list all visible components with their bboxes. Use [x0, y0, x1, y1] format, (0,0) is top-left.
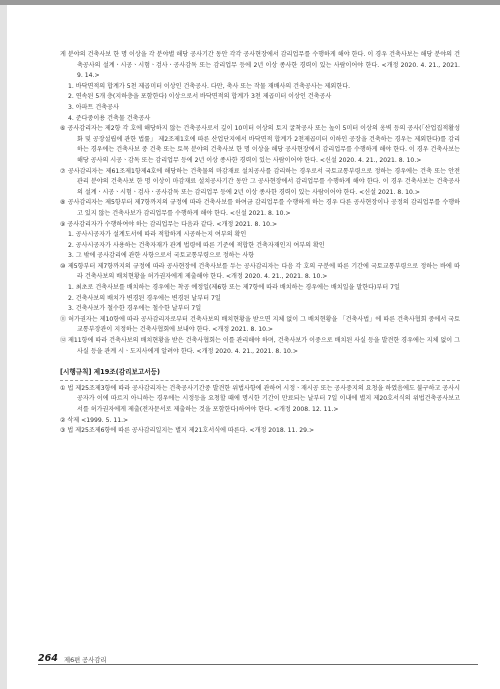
list-item: 3. 건축사보가 철수한 경우에는 철수한 날부터 7일	[68, 305, 202, 313]
top-edge-bar	[0, 0, 500, 5]
paragraph: ② 삭제 <1999. 5. 11.>	[60, 416, 129, 424]
list-item: 3. 아파트 건축공사	[68, 103, 119, 111]
footer-divider	[38, 664, 478, 665]
paragraph: ③ 법 제25조제6항에 따른 공사감리일지는 별지 제21호서식에 따른다. <개정 2018. 11. 29.>	[60, 427, 315, 435]
paragraph: ⑨ 공사감리자가 수행하여야 하는 감리업무는 다음과 같다. <개정 2021. 8. 10.>	[60, 220, 278, 228]
paragraph: ⑧ 공사감리자는 제5항부터 제7항까지의 규정에 따라 건축사보를 하여금 감리업무를 수행하게 하는 경우 다른 공사현장이나 공정의 감리업무를 수행하고 있지 않는 건축사보가 감리업무를 수행하게 해야 한다. <신설 2021. 8. 10.>	[60, 199, 460, 217]
page-number: 264	[38, 653, 58, 664]
paragraph: ① 법 제25조제3항에 따라 공사감리자는 건축공사기간중 발견한 위법사항에 관하여 시정ㆍ재시공 또는 공사중지의 요청을 하였음에도 불구하고 공사시공자가 이에 따르지 아니하는 경우에는 시정등을 요청할 때에 명시한 기간이 만료되는 날부터 7일 이내에 별지 제20호서식의 위법건축공사보고서를 허가권자에게 제출(전자문서로 제출하는 것을 포함한다)하여야 한다. <개정 2008. 12. 11.>	[60, 384, 460, 413]
paragraph: ⑦ 공사감리자는 제61조제1항제4호에 해당하는 건축물의 마감재료 설치공사를 감리하는 경우로서 국토교통부령으로 정하는 경우에는 건축 또는 안전관리 분야의 건축사보 한 명 이상이 마감재료 설치공사기간 동안 그 공사현장에서 감리업무를 수행하게 해야 한다. 이 경우 건축사보는 건축공사의 설계ㆍ시공ㆍ시험ㆍ검사ㆍ공사감독 또는 감리업무 등에 2년 이상 종사한 경력이 있는 사람이어야 한다. <신설 2021. 8. 10.>	[60, 167, 460, 196]
list-item: 2. 공사시공자가 사용하는 건축자재가 관계 법령에 따른 기준에 적합한 건축자재인지 여부의 확인	[68, 241, 325, 249]
list-item: 1. 공사시공자가 설계도서에 따라 적합하게 시공하는지 여부의 확인	[68, 231, 247, 239]
section-title: [시행규칙] 제19조(감리보고서등)	[60, 368, 160, 377]
list-item: 2. 연속된 5개 층(지하층을 포함한다) 이상으로서 바닥면적의 합계가 3천 제곱미터 이상인 건축공사	[68, 93, 332, 101]
list-item: 4. 준다중이용 건축물 건축공사	[68, 114, 151, 122]
list-item: 2. 건축사보의 배치가 변경된 경우에는 변경된 날부터 7일	[68, 294, 221, 302]
left-margin-bar	[0, 5, 7, 689]
paragraph: ⑪ 허가권자는 제10항에 따라 공사감리자로부터 건축사보의 배치현황을 받으면 지체 없이 그 배치현황을 「건축사법」에 따른 건축사협회 중에서 국토교통부장관이 지정하는 건축사협회에 보내야 한다. <개정 2021. 8. 10.>	[60, 315, 460, 334]
dashed-divider	[60, 380, 460, 381]
list-item: 1. 바닥면적의 합계가 5천 제곱미터 이상인 건축공사. 다만, 축사 또는 작물 재배사의 건축공사는 제외한다.	[68, 82, 351, 90]
list-item: 3. 그 밖에 공사감리에 관한 사항으로서 국토교통부령으로 정하는 사항	[68, 252, 255, 260]
paragraph: 게 분야의 건축사보 한 명 이상을 각 분야별 해당 공사기간 동안 각각 공사현장에서 감리업무를 수행하게 해야 한다. 이 경우 건축사보는 해당 분야의 건축공사의 설계ㆍ시공ㆍ시험ㆍ검사ㆍ공사감독 또는 감리업무 등에 2년 이상 종사한 경력이 있는 사람이어야 한다. <개정 2020. 4. 21., 2021. 9. 14.>	[60, 51, 460, 80]
chapter-title: 제6편 공사감리	[64, 657, 107, 664]
paragraph: ⑩ 제5항부터 제7항까지의 규정에 따라 공사현장에 건축사보를 두는 공사감리자는 다음 각 호의 구분에 따른 기간에 국토교통부령으로 정하는 바에 따라 건축사보의 배치현황을 허가권자에게 제출해야 한다. <개정 2020. 4. 21., 2021. 8. 10.>	[60, 262, 460, 281]
list-item: 1. 최초로 건축사보를 배치하는 경우에는 착공 예정일(제6항 또는 제7항에 따라 배치하는 경우에는 배치일을 말한다)부터 7일	[68, 284, 400, 292]
paragraph: ⑥ 공사감리자는 제2항 각 호에 해당하지 않는 건축공사로서 깊이 10미터 이상의 토지 굴착공사 또는 높이 5미터 이상의 옹벽 등의 공사(「산업집적활성화 및 공장설립에 관한 법률」 제2조제1호에 따른 산업단지에서 바닥면적 합계가 2천제곱미터 이하인 공장을 건축하는 경우는 제외한다)를 감리하는 경우에는 건축사보 중 건축 또는 토목 분야의 건축사보 한 명 이상을 해당 공사현장에서 감리업무를 수행하게 해야 한다. 이 경우 건축사보는 해당 공사의 시공ㆍ감독 또는 감리업무 등에 2년 이상 종사한 경력이 있는 사람이어야 한다. <신설 2020. 4. 21., 2021. 8. 10.>	[60, 125, 460, 164]
paragraph: ⑫ 제11항에 따라 건축사보의 배치현황을 받은 건축사협회는 이를 관리해야 하며, 건축사보가 이중으로 배치된 사실 등을 발견한 경우에는 지체 없이 그 사실 등을 관계 시ㆍ도지사에게 알려야 한다. <개정 2020. 4. 21., 2021. 8. 10.>	[60, 337, 460, 355]
main-content	[60, 50, 460, 437]
